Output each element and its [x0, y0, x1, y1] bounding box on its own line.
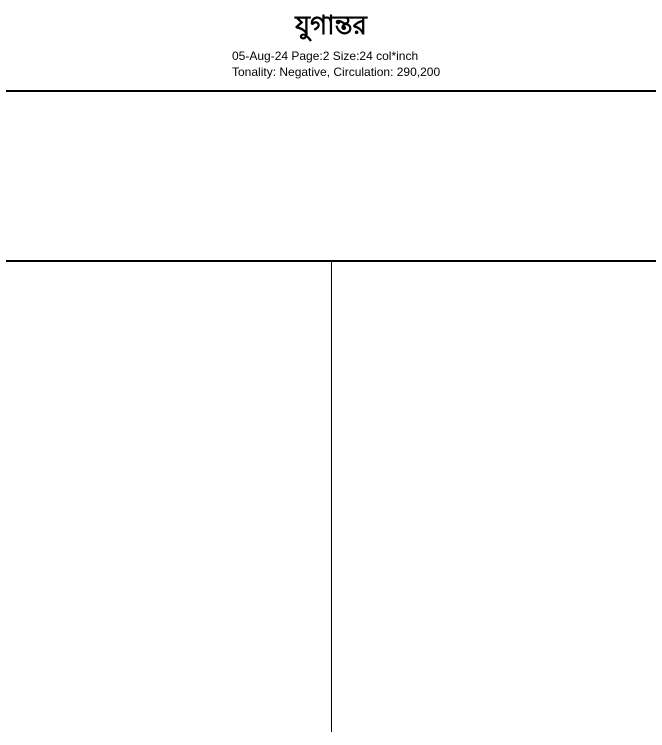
clipping-metadata — [232, 48, 440, 80]
newspaper-logo — [241, 4, 421, 44]
masthead — [0, 0, 662, 90]
date-page-size: 05-Aug-24 Page:2 Size:24 col*inch — [232, 49, 419, 63]
column-divider — [331, 262, 332, 732]
logo-text: যুগান্তর — [295, 11, 367, 41]
rule-top — [6, 90, 656, 92]
article-column-left — [12, 292, 319, 732]
tonality-circulation: Tonality: Negative, Circulation: 290,200 — [232, 65, 441, 79]
article-column-right — [342, 262, 649, 732]
